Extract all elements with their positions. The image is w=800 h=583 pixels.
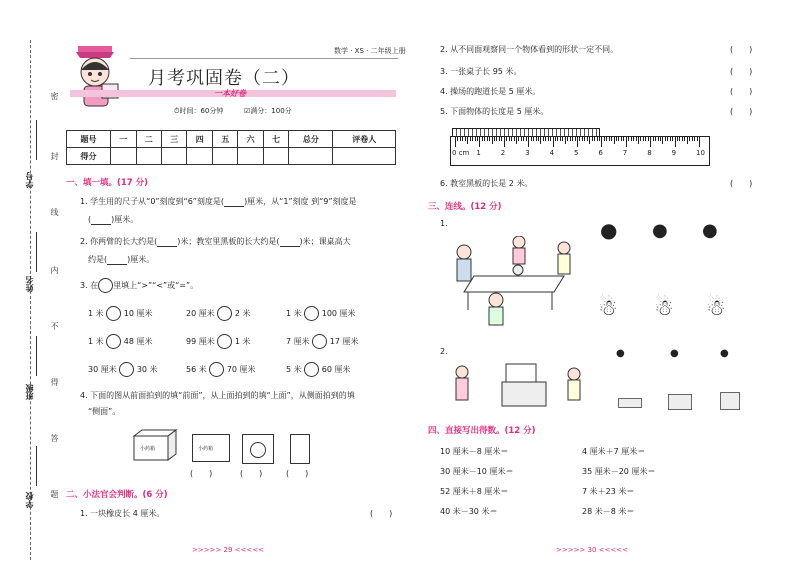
row-label: 得分 xyxy=(67,148,111,165)
ruler-tick xyxy=(604,137,605,141)
compare-item: 5 米 60 厘米 xyxy=(286,362,350,377)
judge-item: 6. 教室黑板的长是 2 米。 xyxy=(440,179,533,188)
compare-circle[interactable] xyxy=(209,362,224,377)
ruler-tick xyxy=(638,137,639,144)
answer-blank[interactable] xyxy=(107,255,127,265)
child-head-icon: ● xyxy=(600,218,618,242)
desk-view-shape xyxy=(618,398,642,408)
ruler-tick xyxy=(645,137,646,141)
ruler-tick xyxy=(616,137,617,141)
table-header: 一 xyxy=(111,131,136,148)
ruler-tick xyxy=(501,137,502,141)
table-header: 三 xyxy=(161,131,186,148)
ruler-tick xyxy=(540,137,541,144)
school-field[interactable] xyxy=(36,446,37,486)
ruler-tick xyxy=(509,137,510,141)
compare-circle[interactable] xyxy=(217,306,232,321)
compare-circle[interactable] xyxy=(106,334,121,349)
ruler-tick xyxy=(477,137,478,141)
ruler-label: 10 xyxy=(696,149,705,157)
ruler-tick xyxy=(545,137,546,141)
ruler-tick xyxy=(594,137,595,141)
ruler-label: 5 xyxy=(574,149,579,157)
clock-icon: ⏱ xyxy=(174,107,180,115)
box-top-view xyxy=(242,434,274,464)
score-cell[interactable] xyxy=(136,148,161,165)
calc-item[interactable]: 10 厘米－8 厘米＝ xyxy=(440,447,509,456)
answer-blank[interactable] xyxy=(157,237,177,247)
seal-char: 封 xyxy=(50,152,59,160)
score-cell[interactable] xyxy=(238,148,263,165)
item-number: 2. xyxy=(440,347,448,356)
box-label: 小药箱 xyxy=(140,446,156,452)
ruler-tick xyxy=(621,137,622,141)
question-2: 2. 你两臂的长大约是( )米；教室里黑板的长大约是( )米；课桌高大 xyxy=(80,237,351,246)
ruler-label: 4 xyxy=(549,149,555,157)
ruler-tick xyxy=(577,137,578,147)
ruler-tick xyxy=(487,137,488,141)
question-4: 4. 下面的图从前面拍到的填“前面”，从上面拍到的填“上面”，从侧面拍到的填 xyxy=(80,391,355,400)
judge-item: 3. 一张桌子长 95 米。 xyxy=(440,67,522,76)
ruler-tick xyxy=(560,137,561,141)
score-info: ☑满分：100分 xyxy=(244,107,292,115)
score-table xyxy=(66,130,396,165)
ruler-tick xyxy=(653,137,654,141)
table-header: 七 xyxy=(263,131,288,148)
ruler-tick xyxy=(521,137,522,141)
question-4-cont: “侧面”。 xyxy=(88,407,121,416)
ruler-tick xyxy=(670,137,671,141)
ruler-tick xyxy=(597,137,598,141)
page-number-left: >>>>> 29 <<<<< xyxy=(192,546,265,554)
item-number: 1. xyxy=(440,219,448,228)
child-head-icon: ● xyxy=(652,220,668,241)
ruler-tick xyxy=(482,137,483,141)
ruler xyxy=(450,136,710,166)
score-cell[interactable] xyxy=(161,148,186,165)
class-field[interactable] xyxy=(36,336,37,376)
ruler-tick xyxy=(609,137,610,141)
ruler-tick xyxy=(636,137,637,141)
toy-view-icon: ☃ xyxy=(706,296,726,321)
ruler-tick xyxy=(523,137,524,141)
ruler-tick xyxy=(548,137,549,141)
ruler-tick xyxy=(526,137,527,141)
view-head-icon: ● xyxy=(670,348,679,359)
score-cell[interactable] xyxy=(212,148,237,165)
ruler-tick xyxy=(516,137,517,144)
student-id-label: 学号 xyxy=(25,172,34,188)
ruler-label: 9 xyxy=(671,149,677,157)
desk-view-shape xyxy=(720,392,740,410)
question-1: 1. 学生用的尺子从“0”刻度到“6”刻度是( )厘米，从“1”刻度 到“9”刻度是 xyxy=(80,197,357,206)
answer-paren[interactable]: ( ) xyxy=(370,509,393,518)
compare-item: 7 厘米 17 厘米 xyxy=(286,334,358,349)
brand-badge: 一本好卷 xyxy=(214,89,246,98)
name-label: 姓名 xyxy=(25,276,34,292)
ruler-tick xyxy=(658,137,659,141)
seal-char: 得 xyxy=(50,378,59,386)
compare-item: 56 米 70 厘米 xyxy=(186,362,256,377)
seal-char: 密 xyxy=(50,92,59,100)
calc-item[interactable]: 40 米－30 米＝ xyxy=(440,507,498,516)
ruler-tick xyxy=(550,137,551,141)
ruler-tick xyxy=(660,137,661,141)
ruler-label: 0 cm xyxy=(452,149,470,157)
ruler-tick xyxy=(601,137,602,147)
answer-paren[interactable]: ( ) xyxy=(730,45,753,54)
ruler-tick xyxy=(489,137,490,141)
ruler-tick xyxy=(650,137,651,147)
ruler-tick xyxy=(467,137,468,144)
ruler-tick xyxy=(614,137,615,144)
ruler-tick xyxy=(470,137,471,141)
calc-item[interactable]: 7 米＋23 米＝ xyxy=(582,487,635,496)
children-at-desk-illustration xyxy=(448,362,588,412)
ruler-tick xyxy=(640,137,641,141)
ruler-tick xyxy=(689,137,690,141)
ruler-tick xyxy=(672,137,673,141)
ruler-tick xyxy=(455,137,456,147)
ruler-label: 2 xyxy=(500,149,506,157)
ruler-tick xyxy=(457,137,458,141)
ruler-tick xyxy=(562,137,563,141)
ruler-tick xyxy=(623,137,624,141)
answer-paren[interactable]: ( ) xyxy=(730,107,753,116)
table-header: 总分 xyxy=(289,131,333,148)
ruler-tick xyxy=(679,137,680,141)
ruler-tick xyxy=(567,137,568,141)
ruler-tick xyxy=(472,137,473,141)
compare-item: 1 米 100 厘米 xyxy=(286,306,356,321)
ruler-label: 6 xyxy=(598,149,603,157)
ruler-tick xyxy=(697,137,698,141)
table-header: 六 xyxy=(238,131,263,148)
ruler-tick xyxy=(667,137,668,141)
desk-view-shape xyxy=(668,394,692,410)
table-header-row xyxy=(67,131,396,148)
seal-char: 线 xyxy=(50,208,59,216)
section-2-title: 二、小法官会判断。(6 分) xyxy=(66,490,168,500)
ruler-tick xyxy=(511,137,512,141)
student-id-field[interactable] xyxy=(36,120,37,160)
ruler-tick xyxy=(687,137,688,144)
answer-blank[interactable] xyxy=(280,237,300,247)
ruler-tick xyxy=(553,137,554,147)
ruler-tick xyxy=(662,137,663,144)
ruler-tick xyxy=(692,137,693,141)
ruler-tick xyxy=(504,137,505,147)
ruler-label: 1 xyxy=(476,149,481,157)
compare-item: 1 米 10 厘米 xyxy=(88,306,152,321)
ruler-tick xyxy=(599,137,600,141)
toy-view-icon: ☃ xyxy=(598,296,618,321)
score-cell[interactable] xyxy=(111,148,136,165)
ruler-label: 8 xyxy=(647,149,652,157)
ruler-tick xyxy=(665,137,666,141)
answer-paren[interactable]: ( ) xyxy=(730,87,753,96)
score-cell[interactable] xyxy=(187,148,212,165)
ruler-tick xyxy=(682,137,683,141)
ruler-tick xyxy=(514,137,515,141)
judge-item: 5. 下面物体的长度是 5 厘米。 xyxy=(440,107,549,116)
ruler-tick xyxy=(606,137,607,141)
ruler-tick xyxy=(538,137,539,141)
answer-blank[interactable] xyxy=(91,215,111,225)
answer-paren[interactable]: ( ) xyxy=(286,469,309,478)
ruler-tick xyxy=(584,137,585,141)
seal-line xyxy=(30,40,31,560)
box-side-view xyxy=(290,434,310,464)
ruler-tick xyxy=(626,137,627,147)
ruler-tick xyxy=(699,137,700,147)
ruler-tick xyxy=(475,137,476,141)
ruler-tick xyxy=(570,137,571,141)
compare-item: 30 厘米 30 米 xyxy=(88,362,158,377)
box-front-view xyxy=(192,434,230,462)
ruler-tick xyxy=(465,137,466,141)
ruler-tick xyxy=(694,137,695,141)
answer-blank[interactable] xyxy=(224,197,244,207)
ruler-tick xyxy=(575,137,576,141)
ruler-tick xyxy=(592,137,593,141)
seal-char: 不 xyxy=(50,322,59,330)
score-cell[interactable] xyxy=(289,148,333,165)
ruler-tick xyxy=(628,137,629,141)
seal-char: 题 xyxy=(50,490,59,498)
table-header: 题号 xyxy=(67,131,111,148)
ruler-tick xyxy=(677,137,678,141)
compare-circle[interactable] xyxy=(304,362,319,377)
compare-item: 99 厘米 1 米 xyxy=(186,334,250,349)
view-head-icon: ● xyxy=(720,348,729,359)
header-rule xyxy=(130,58,398,59)
ruler-tick xyxy=(494,137,495,141)
ruler-tick xyxy=(633,137,634,141)
ruler-tick xyxy=(557,137,558,141)
calc-item[interactable]: 4 厘米＋7 厘米＝ xyxy=(582,447,646,456)
ruler-tick xyxy=(684,137,685,141)
section-1-title: 一、填一填。(17 分) xyxy=(66,178,149,188)
compare-circle[interactable] xyxy=(106,306,121,321)
ruler-tick xyxy=(675,137,676,147)
ruler-tick xyxy=(460,137,461,141)
answer-paren[interactable]: ( ) xyxy=(730,67,753,76)
ruler-tick xyxy=(506,137,507,141)
judge-item: 2. 从不同面观察同一个物体看到的形状一定不同。 xyxy=(440,45,619,54)
time-info: ⏱时间：60分钟 xyxy=(174,107,224,115)
ruler-tick xyxy=(496,137,497,141)
ruler-tick xyxy=(518,137,519,141)
table-header: 评卷人 xyxy=(333,131,396,148)
ruler-tick xyxy=(492,137,493,144)
ruler-tick xyxy=(631,137,632,141)
ruler-tick xyxy=(536,137,537,141)
box-3d-illustration xyxy=(130,428,178,462)
page-number-right: >>>>> 30 <<<<< xyxy=(556,546,629,554)
answer-paren[interactable]: ( ) xyxy=(730,179,753,188)
ruler-tick xyxy=(528,137,529,147)
ruler-tick xyxy=(462,137,463,141)
calc-item[interactable]: 52 厘米＋8 厘米＝ xyxy=(440,487,509,496)
ruler-label: 7 xyxy=(622,149,628,157)
ruler-tick xyxy=(499,137,500,141)
ruler-tick xyxy=(582,137,583,141)
judge-item: 4. 操场的跑道长是 5 厘米。 xyxy=(440,87,541,96)
answer-paren[interactable]: ( ) xyxy=(190,469,213,478)
question-2-cont: 约是( )厘米。 xyxy=(88,255,155,264)
score-cell[interactable] xyxy=(333,148,396,165)
table-header: 四 xyxy=(187,131,212,148)
score-cell[interactable] xyxy=(263,148,288,165)
compare-item: 1 米 48 厘米 xyxy=(88,334,152,349)
ruler-label: 3 xyxy=(525,149,530,157)
compare-circle[interactable] xyxy=(304,306,319,321)
seal-char: 内 xyxy=(50,266,59,274)
calc-item[interactable]: 30 厘米－10 厘米＝ xyxy=(440,467,514,476)
page-title: 月考巩固卷（二） xyxy=(148,68,300,89)
box-label: 小药箱 xyxy=(198,446,214,452)
ruler-tick xyxy=(531,137,532,141)
mascot-illustration xyxy=(66,44,126,108)
ruler-tick xyxy=(589,137,590,144)
seal-char: 答 xyxy=(50,434,59,442)
ruler-tick xyxy=(579,137,580,141)
table-header: 五 xyxy=(212,131,237,148)
class-label: 班级 xyxy=(25,384,34,400)
ruler-tick xyxy=(572,137,573,141)
calc-item[interactable]: 35 厘米－20 厘米＝ xyxy=(582,467,656,476)
child-head-icon: ● xyxy=(702,220,718,241)
view-head-icon: ● xyxy=(616,348,625,359)
score-row xyxy=(67,148,396,165)
cross-circle-icon xyxy=(250,442,266,458)
answer-paren[interactable]: ( ) xyxy=(240,469,263,478)
compare-circle[interactable] xyxy=(217,334,232,349)
table-header: 二 xyxy=(136,131,161,148)
ruler-tick xyxy=(565,137,566,144)
ruler-tick xyxy=(555,137,556,141)
subject-label: 数学 · XS · 二年级上册 xyxy=(334,47,406,55)
calc-item[interactable]: 28 米－8 米＝ xyxy=(582,507,635,516)
ruler-tick xyxy=(479,137,480,147)
judge-item: 1. 一块橡皮长 4 厘米。 xyxy=(80,509,165,518)
ruler-tick xyxy=(648,137,649,141)
school-label: 学校 xyxy=(25,492,34,508)
section-4-title: 四、直接写出得数。(12 分) xyxy=(428,426,536,436)
ruler-tick xyxy=(484,137,485,141)
compare-circle[interactable] xyxy=(312,334,327,349)
checkbox-icon: ☑ xyxy=(244,107,251,115)
ruler-tick xyxy=(587,137,588,141)
section-3-title: 三、连线。(12 分) xyxy=(428,202,502,212)
ruler-tick xyxy=(643,137,644,141)
compare-item: 20 厘米 2 米 xyxy=(186,306,250,321)
question-1-cont: ( )厘米。 xyxy=(88,215,139,224)
ruler-tick xyxy=(611,137,612,141)
ruler-tick xyxy=(655,137,656,141)
circle-icon xyxy=(98,278,113,293)
binding-spine xyxy=(0,0,60,583)
question-3: 3. 在 里填上“>”“<”或“=”。 xyxy=(80,278,198,293)
ruler-tick xyxy=(533,137,534,141)
children-at-table-illustration xyxy=(444,236,574,328)
toy-view-icon: ☃ xyxy=(654,296,674,321)
compare-circle[interactable] xyxy=(119,362,134,377)
name-field[interactable] xyxy=(36,232,37,272)
ruler-tick xyxy=(618,137,619,141)
ruler-tick xyxy=(543,137,544,141)
